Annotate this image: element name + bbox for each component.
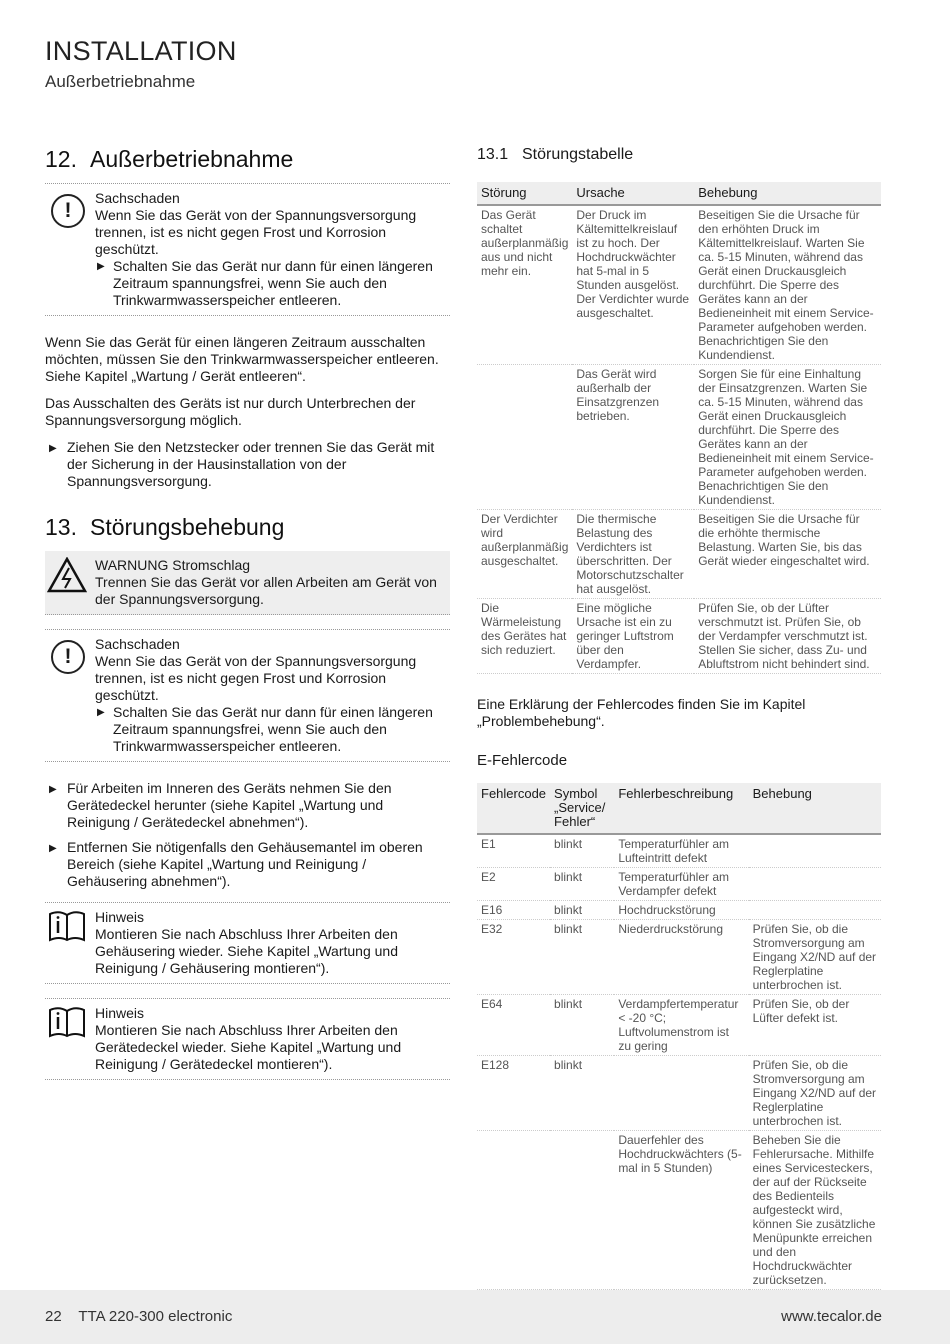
page-footer [0, 1290, 950, 1344]
left-column [45, 140, 450, 1094]
warning-title: WARNUNG Stromschlag [95, 557, 251, 573]
instruction-bullet: ▶ Ziehen Sie den Netzstecker oder trennen Sie das Gerät mit der Sicherung in der Hausinstallation von der Spannungsversorgung. [49, 439, 435, 489]
caution-title: Sachschaden [95, 636, 180, 652]
note-text: Montieren Sie nach Abschluss Ihrer Arbeiten den Gehäusering wieder. Siehe Kapitel „Wartung und Reinigung / Gehäusering montieren“). [95, 926, 398, 976]
triangle-bullet-icon: ▶ [97, 707, 105, 718]
table-header: Fehlerbeschreibung [614, 783, 748, 834]
table-row: Der Verdichter wird außerplanmäßig ausgeschaltet. Die thermische Belastung des Verdichters ist überschritten. Der Motorschutzschalter hat ausgelöst. Beseitigen Sie die Ursache für die erhöhte thermische Belastung. Warten Sie, bis das Gerät wieder eingeschaltet wird. [477, 510, 881, 599]
table-header: Störung [477, 182, 572, 205]
section-13-1-heading: 13.1 Störungstabelle [477, 146, 634, 163]
note-box-1 [45, 902, 450, 984]
paragraph: Wenn Sie das Gerät für einen längeren Zeitraum ausschalten möchten, müssen Sie den Trinkwarmwasserspeicher entleeren. Siehe Kapitel „Wartung / Gerät entleeren“. [45, 334, 439, 384]
triangle-bullet-icon: ▶ [97, 261, 105, 272]
error-code-table [477, 783, 881, 1290]
triangle-bullet-icon: ▶ [49, 784, 57, 795]
right-column [477, 140, 881, 1290]
footer-left [45, 1308, 232, 1325]
table-header: Ursache [572, 182, 694, 205]
model-name: TTA 220-300 electronic [78, 1308, 233, 1325]
section-13-heading: 13. Störungsbehebung [45, 514, 285, 540]
e-fehlercode-heading: E-Fehlercode [477, 752, 568, 769]
table-row: Die Wärmeleistung des Gerätes hat sich reduziert. Eine mögliche Ursache ist ein zu geringer Luftstrom über den Verdampfer. Prüfen Sie, ob der Lüfter verschmutzt ist. Prüfen Sie, ob der Verdampfer verschmutzt ist. Stellen Sie sicher, dass Zu- und Abluftstrom nicht behindert sind. [477, 599, 881, 674]
caution-text: Wenn Sie das Gerät von der Spannungsversorgung trennen, ist es nicht gegen Frost und Korrosion geschützt. [95, 653, 417, 703]
warning-text: Trennen Sie das Gerät vor allen Arbeiten am Gerät von der Spannungsversorgung. [95, 574, 437, 607]
paragraph: Das Ausschalten des Geräts ist nur durch Unterbrechen der Spannungsversorgung möglich. [45, 395, 416, 428]
caution-item: ▶ Schalten Sie das Gerät nur dann für einen längeren Zeitraum spannungsfrei, wenn Sie auch den Trinkwarmwasserspeicher entleeren. [97, 258, 433, 308]
note-title: Hinweis [95, 909, 145, 925]
footer-url: www.tecalor.de [781, 1308, 882, 1325]
section-12-heading: 12. Außerbetriebnahme [45, 146, 294, 172]
instruction-bullet: ▶ Entfernen Sie nötigenfalls den Gehäusemantel im oberen Bereich (siehe Kapitel „Wartung und Reinigung / Gehäusering abnehmen“). [49, 839, 423, 889]
book-icon [47, 1005, 87, 1039]
table-header: Symbol „Service/ Fehler“ [550, 783, 614, 834]
page-header-subtitle: Außerbetriebnahme [45, 72, 196, 91]
page-number: 22 [45, 1308, 62, 1325]
caution-item: ▶ Schalten Sie das Gerät nur dann für einen längeren Zeitraum spannungsfrei, wenn Sie auch den Trinkwarmwasserspeicher entleeren. [97, 704, 433, 754]
exclamation-icon: ! [51, 194, 85, 228]
triangle-bullet-icon: ▶ [49, 843, 57, 854]
table-row: E1 blinkt Temperaturfühler am Lufteintritt defekt [477, 834, 881, 868]
caution-text: Wenn Sie das Gerät von der Spannungsversorgung trennen, ist es nicht gegen Frost und Korrosion geschützt. [95, 207, 417, 257]
caution-box-13 [45, 629, 450, 762]
electric-shock-warning-icon [47, 557, 87, 595]
instruction-bullet: ▶ Für Arbeiten im Inneren des Geräts nehmen Sie den Gerätedeckel herunter (siehe Kapitel „Wartung und Reinigung / Gerätedeckel abnehmen“). [49, 780, 392, 830]
exclamation-icon: ! [51, 640, 85, 674]
triangle-bullet-icon: ▶ [49, 443, 57, 454]
table-header: Behebung [749, 783, 881, 834]
book-icon [47, 909, 87, 943]
table-row: E128 blinkt Prüfen Sie, ob die Stromversorgung am Eingang X2/ND auf der Reglerplatine unterbrochen ist. [477, 1056, 881, 1131]
page-header-title: INSTALLATION [45, 36, 237, 66]
note-text: Montieren Sie nach Abschluss Ihrer Arbeiten den Gerätedeckel wieder. Siehe Kapitel „Wartung und Reinigung / Gerätedeckel montieren“). [95, 1022, 402, 1072]
table-row: E16 blinkt Hochdruckstörung [477, 901, 881, 920]
fault-table [477, 182, 881, 674]
table-row: Das Gerät wird außerhalb der Einsatzgrenzen betrieben. Sorgen Sie für eine Einhaltung der Einsatzgrenzen. Warten Sie ca. 5-15 Minuten, während das Gerät einen Druckausgleich durchführt. Die Sperre des Gerätes kann an der Bedieneinheit mit einem Service-Parameter aufgehoben werden. Benachrichtigen Sie den Kundendienst. [477, 365, 881, 510]
table-row: Dauerfehler des Hochdruckwächters (5-mal in 5 Stunden) Beheben Sie die Fehlerursache. Mithilfe eines Servicesteckers, der auf der Rückseite des Bedienteils aufgesteckt wird, können Sie zusätzliche Menüpunkte erreichen und den Hochdruckwächter zurücksetzen. [477, 1131, 881, 1290]
note-title: Hinweis [95, 1005, 145, 1021]
paragraph: Eine Erklärung der Fehlercodes finden Sie im Kapitel „Problembehebung“. [477, 696, 806, 729]
note-box-2 [45, 998, 450, 1080]
warning-box [45, 551, 450, 615]
table-row: Das Gerät schaltet außerplanmäßig aus und nicht mehr ein. Der Druck im Kältemittelkreislauf ist zu hoch. Der Hochdruckwächter hat 5-mal in 5 Stunden ausgelöst. Der Verdichter wurde ausgeschaltet. Beseitigen Sie die Ursache für den erhöhten Druck im Kältemittelkreislauf. Warten Sie ca. 5-15 Minuten, während das Gerät einen Druckausgleich durchführt. Die Sperre des Gerätes kann an der Bedieneinheit mit einem Service-Parameter aufgehoben werden. Benachrichtigen Sie den Kundendienst. [477, 205, 881, 365]
caution-title: Sachschaden [95, 190, 180, 206]
caution-box-12 [45, 183, 450, 316]
table-row: E2 blinkt Temperaturfühler am Verdampfer defekt [477, 868, 881, 901]
table-header: Behebung [694, 182, 881, 205]
table-row: E64 blinkt Verdampfertemperatur < -20 °C; Luftvolumenstrom ist zu gering Prüfen Sie, ob der Lüfter defekt ist. [477, 995, 881, 1056]
table-header: Fehlercode [477, 783, 550, 834]
table-row: E32 blinkt Niederdruckstörung Prüfen Sie, ob die Stromversorgung am Eingang X2/ND auf der Reglerplatine unterbrochen ist. [477, 920, 881, 995]
